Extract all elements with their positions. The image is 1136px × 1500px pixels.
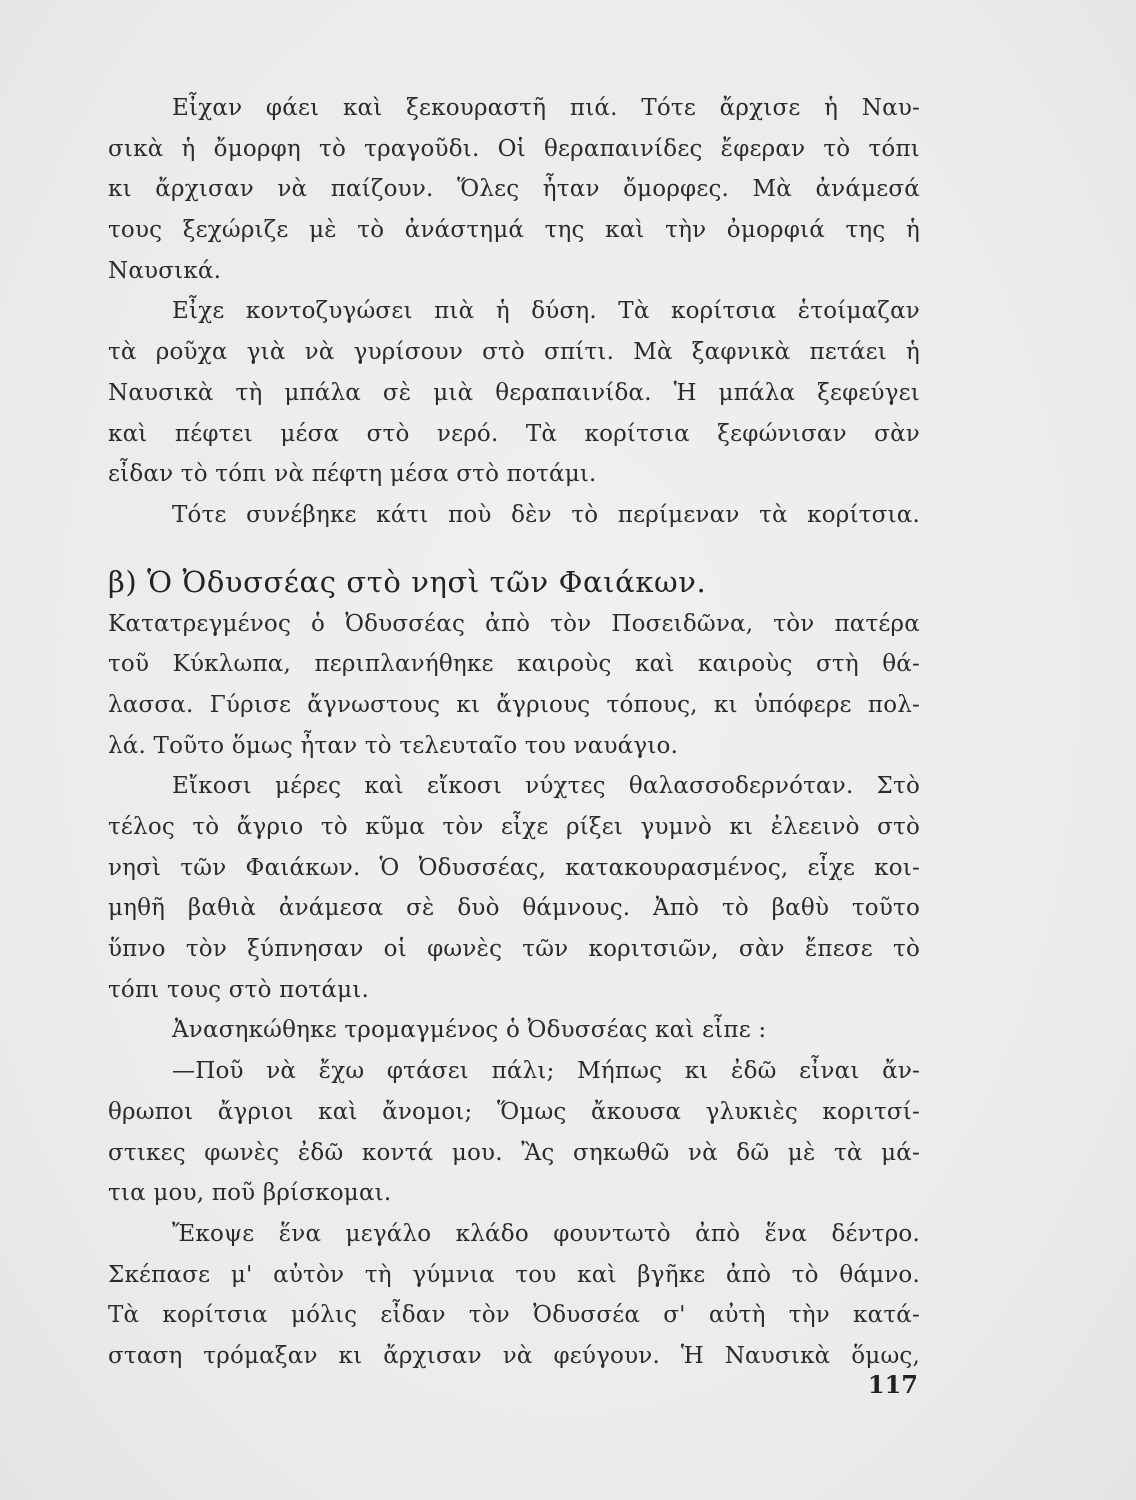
text-line: θρωποι ἄγριοι καὶ ἄνομοι; Ὅμως ἄκουσα γλυκιὲς κοριτσί- [108,1098,920,1125]
text-line: εἶδαν τὸ τόπι νὰ πέφτη μέσα στὸ ποτάμι. [108,461,597,488]
text-line: Ναυσικά. [108,257,222,284]
paragraph-4 [108,604,920,767]
paragraph-1 [108,88,920,291]
text-line: Εἶχαν φάει καὶ ξεκουραστῆ πιά. Τότε ἄρχισε ἡ Ναυ- [172,95,920,121]
paragraph-6 [108,1010,920,1051]
text-line: τὰ ροῦχα γιὰ νὰ γυρίσουν στὸ σπίτι. Μὰ ξαφνικὰ πετάει ἡ [108,339,920,366]
text-line: στικες φωνὲς ἐδῶ κοντά μου. Ἂς σηκωθῶ νὰ δῶ μὲ τὰ μά- [108,1139,920,1166]
page-text [108,88,920,1377]
text-line: τους ξεχώριζε μὲ τὸ ἀνάστημά της καὶ τὴν ὀμορφιά της ἡ [108,217,920,244]
text-line: μηθῆ βαθιὰ ἀνάμεσα σὲ δυὸ θάμνους. Ἀπὸ τὸ βαθὺ τοῦτο [108,895,920,922]
text-line: Ναυσικὰ τὴ μπάλα σὲ μιὰ θεραπαινίδα. Ἡ μπάλα ξεφεύγει [108,379,920,406]
text-line: Εἶχε κοντοζυγώσει πιὰ ἡ δύση. Τὰ κορίτσια ἑτοίμαζαν [172,298,920,325]
paragraph-5 [108,766,920,1010]
text-line: τόπι τους στὸ ποτάμι. [108,976,370,1003]
section-heading: β) Ὁ Ὀδυσσέας στὸ νησὶ τῶν Φαιάκων. [108,564,707,599]
text-line: λά. Τοῦτο ὅμως ἦταν τὸ τελευταῖο του ναυάγιο. [108,732,679,759]
text-line: τια μου, ποῦ βρίσκομαι. [108,1180,392,1207]
text-line: Σκέπασε μ' αὐτὸν τὴ γύμνια του καὶ βγῆκε ἀπὸ τὸ θάμνο. [108,1261,920,1288]
text-line: κι ἄρχισαν νὰ παίζουν. Ὅλες ἦταν ὄμορφες. Μὰ ἀνάμεσά [108,176,920,203]
text-line: Ἔκοψε ἕνα μεγάλο κλάδο φουντωτὸ ἀπὸ ἕνα δέντρο. [172,1220,920,1247]
text-line: —Ποῦ νὰ ἔχω φτάσει πάλι; Μήπως κι ἐδῶ εἶναι ἄν- [172,1058,920,1085]
text-line: Ἀνασηκώθηκε τρομαγμένος ὁ Ὀδυσσέας καὶ εἶπε : [172,1017,767,1044]
paragraph-8 [108,1214,920,1377]
text-line: τέλος τὸ ἄγριο τὸ κῦμα τὸν εἶχε ρίξει γυμνὸ κι ἐλεεινὸ στὸ [108,814,920,840]
paragraph-7 [108,1051,920,1214]
text-line: νησὶ τῶν Φαιάκων. Ὁ Ὀδυσσέας, κατακουρασμένος, εἶχε κοι- [108,854,920,881]
text-line: Εἴκοσι μέρες καὶ εἴκοσι νύχτες θαλασσοδερνόταν. Στὸ [172,773,920,800]
text-line: ὕπνο τὸν ξύπνησαν οἱ φωνὲς τῶν κοριτσιῶν, σὰν ἔπεσε τὸ [108,936,920,963]
text-line: σικὰ ἡ ὄμορφη τὸ τραγοῦδι. Οἱ θεραπαινίδες ἔφεραν τὸ τόπι [108,135,920,162]
text-line: Τότε συνέβηκε κάτι ποὺ δὲν τὸ περίμεναν τὰ κορίτσια. [172,501,920,528]
paragraph-3 [108,495,920,536]
text-line: καὶ πέφτει μέσα στὸ νερό. Τὰ κορίτσια ξεφώνισαν σὰν [108,420,920,447]
page-number: 117 [867,1370,918,1399]
text-line: λασσα. Γύρισε ἄγνωστους κι ἄγριους τόπους, κι ὑπόφερε πολ- [108,691,920,718]
text-line: σταση τρόμαξαν κι ἄρχισαν νὰ φεύγουν. Ἡ Ναυσικὰ ὅμως, [108,1342,920,1369]
text-line: τοῦ Κύκλωπα, περιπλανήθηκε καιροὺς καὶ καιροὺς στὴ θά- [108,651,920,678]
paragraph-2 [108,291,920,494]
text-line: Τὰ κορίτσια μόλις εἶδαν τὸν Ὀδυσσέα σ' αὐτὴ τὴν κατά- [108,1302,920,1329]
text-line: Κατατρεγμένος ὁ Ὀδυσσέας ἀπὸ τὸν Ποσειδῶνα, τὸν πατέρα [108,610,920,637]
